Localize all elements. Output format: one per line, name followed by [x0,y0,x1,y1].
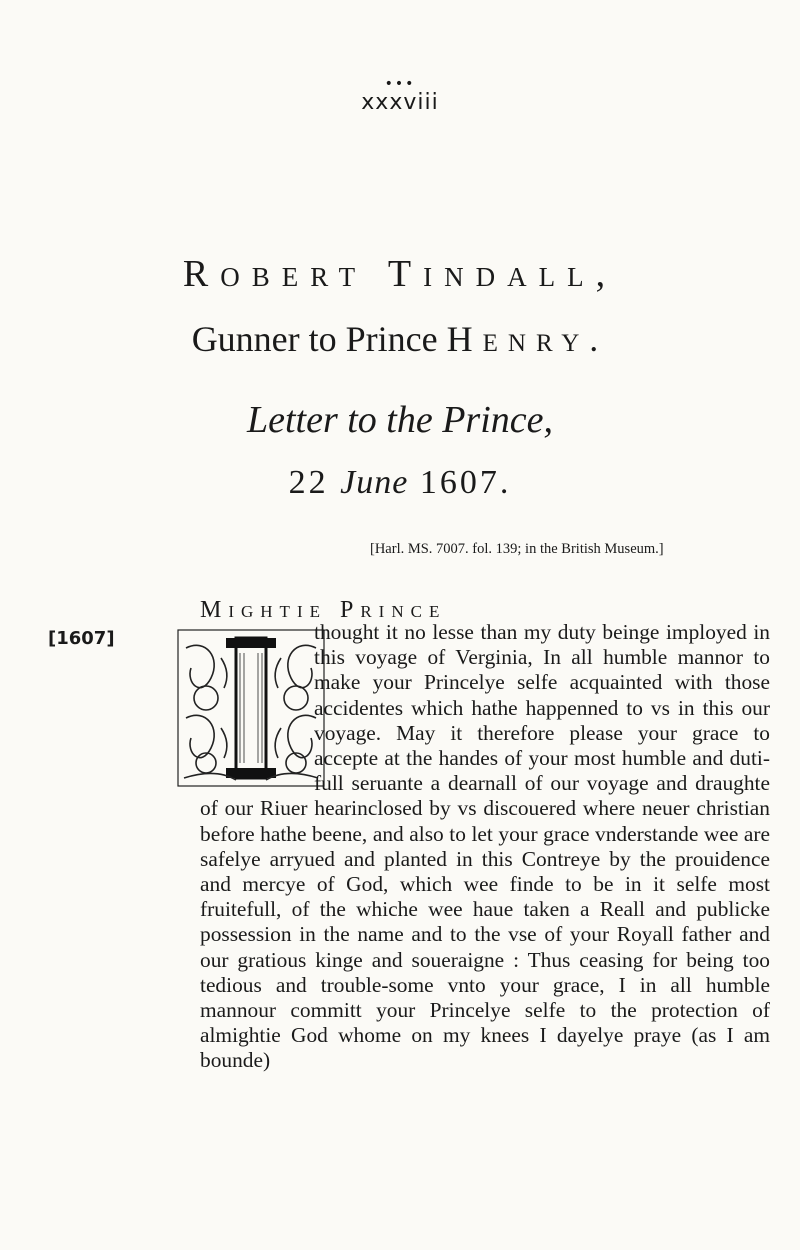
source-citation: [Harl. MS. 7007. fol. 139; in the British Museum.] [370,541,664,557]
date-day: 22 [288,464,329,501]
letter-body-text: thought it no lesse than my duty beinge imployed in this voyage of Verginia, In all humble mannor to make your Princelye selfe acquainted with those accidentes which hathe happenned to vs in this our voyage. May it therefore please your grace to accepte at the handes of your most humble and duti-full seruante a dearnall of our voyage and draughte of our Riuer hearinclosed by vs discouered where neuer christian before hathe beene, and also to let your grace vnderstande wee are safelye arryued and planted in this Contreye by the prouidence and mercye of God, which wee finde to be in it selfe most fruitefull, of the whiche wee haue taken a Reall and publicke possession in the name and to the vse of your Royall father and our gratious kinge and soueraigne : Thus ceasing for being too tedious and trouble-some vnto your grace, I in all humble mannour committ your Princelye selfe to the protection of almightie God whome on my knees I dayelye praye (as I am bounde) [200,620,770,1073]
letter-body [200,620,770,1074]
letter-date [0,464,800,502]
subtitle-name: Henry. [446,319,609,359]
date-month: June [340,464,409,501]
salutation: Mightie Prince [200,597,447,623]
folio-text: xxxviii [361,90,439,115]
subtitle [0,318,800,360]
folio-dots: ••• [384,76,416,92]
date-year: 1607. [419,464,512,501]
subtitle-prefix: Gunner to Prince [191,319,438,359]
letter-title: Letter to the Prince, [246,399,554,441]
page-title: Robert Tindall, [182,253,618,295]
margin-year-note: [1607] [48,628,115,649]
page-number [0,76,800,115]
initial-spacer [172,620,314,788]
